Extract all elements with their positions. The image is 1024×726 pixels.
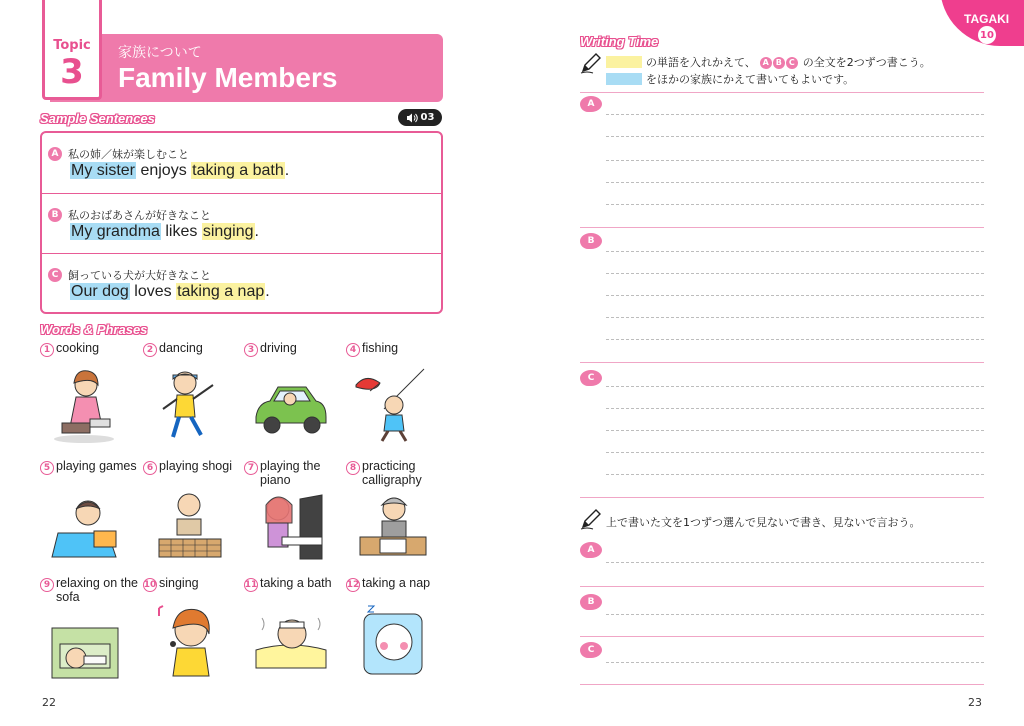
sample-sentences-heading: Sample Sentences <box>40 111 155 126</box>
topic-word: Topic <box>53 38 91 53</box>
letter-c-badge: C <box>786 57 798 69</box>
word-item <box>346 341 446 459</box>
playing-piano-illustration <box>252 493 330 563</box>
writing-line <box>606 614 984 615</box>
separator-line <box>580 684 984 685</box>
sentence-verb: likes <box>160 223 202 240</box>
sentence-subject: My sister <box>71 162 135 179</box>
writing-time-heading: Writing Time <box>580 34 659 49</box>
word-label: taking a bath <box>260 576 332 590</box>
word-item <box>143 576 243 694</box>
relaxing-on-sofa-illustration <box>48 608 126 684</box>
practicing-calligraphy-illustration <box>354 493 432 563</box>
word-item <box>244 576 344 694</box>
sentence-end: . <box>254 223 259 240</box>
word-item <box>40 576 140 694</box>
sentence-jp: 飼っている犬が大好きなこと <box>68 269 211 282</box>
sample-sentences-box <box>40 131 443 314</box>
sentence-row-c <box>42 253 441 313</box>
writing-line <box>606 114 984 115</box>
word-item <box>40 459 140 577</box>
letter-badge: A <box>48 147 62 161</box>
instruction-2: をほかの家族にかえて書いてもよいです。 <box>646 73 855 86</box>
writing-line <box>606 136 984 137</box>
word-number: 11 <box>244 580 258 590</box>
fishing-illustration <box>354 365 432 445</box>
separator-line <box>580 92 984 93</box>
writing-line <box>606 273 984 274</box>
word-item <box>244 341 344 459</box>
writing-line <box>606 662 984 663</box>
word-number: 2 <box>143 343 157 357</box>
word-label: cooking <box>56 341 100 355</box>
cooking-illustration <box>48 365 126 445</box>
word-item <box>346 459 446 577</box>
word-item <box>40 341 140 459</box>
sentence-en <box>70 283 270 301</box>
word-number: 7 <box>244 461 258 475</box>
recall-tag-c: C <box>580 642 602 658</box>
instruction-letters <box>760 55 799 69</box>
writing-line <box>606 317 984 318</box>
instruction-1b: の全文を2つずつ書こう。 <box>802 56 931 69</box>
letter-badge: C <box>48 268 62 282</box>
practice-tag-a: A <box>580 96 602 112</box>
recall-tag-b: B <box>580 594 602 610</box>
audio-track-button[interactable] <box>398 109 442 126</box>
word-label: taking a nap <box>362 576 431 590</box>
tagaki-label: TAGAKI <box>964 12 1010 26</box>
sentence-end: . <box>265 283 270 300</box>
instruction-1a: の単語を入れかえて、 <box>646 56 756 69</box>
word-item <box>244 459 344 577</box>
letter-badge: B <box>48 208 62 222</box>
instruction-line-3: 上で書いた文を1つずつ選んで見ないで書き、見ないで言おう。 <box>606 516 921 529</box>
practice-area-c[interactable] <box>580 364 984 498</box>
separator-line <box>580 227 984 228</box>
tagaki-tab <box>940 0 1024 46</box>
sentence-jp: 私のおばあさんが好きなこと <box>68 209 211 222</box>
writing-line <box>606 295 984 296</box>
writing-line <box>606 182 984 183</box>
word-label: practicing calligraphy <box>362 459 422 487</box>
word-label: driving <box>260 341 297 355</box>
word-item <box>143 459 243 577</box>
letter-b-badge: B <box>773 57 785 69</box>
practice-area-a[interactable] <box>580 92 984 228</box>
writing-line <box>606 204 984 205</box>
recall-area-a[interactable] <box>580 538 984 588</box>
word-number: 3 <box>244 343 258 357</box>
separator-line <box>580 636 984 637</box>
writing-line <box>606 430 984 431</box>
writing-line <box>606 452 984 453</box>
writing-line <box>606 474 984 475</box>
writing-line <box>606 160 984 161</box>
blue-swatch <box>606 73 642 85</box>
topic-number: 3 <box>60 52 84 92</box>
separator-line <box>580 362 984 363</box>
word-label: fishing <box>362 341 399 355</box>
sentence-object: taking a bath <box>192 162 284 179</box>
topic-badge <box>42 0 102 100</box>
pencil-icon <box>580 508 602 530</box>
word-label: playing shogi <box>159 459 232 473</box>
sentence-row-a <box>42 133 441 193</box>
instruction-line-2 <box>606 71 854 87</box>
sentence-subject: Our dog <box>71 283 129 300</box>
word-number: 1 <box>40 343 54 357</box>
sentence-object: taking a nap <box>177 283 265 300</box>
taking-a-bath-illustration <box>252 600 330 680</box>
title-jp: 家族について <box>118 45 202 61</box>
word-label: singing <box>159 576 199 590</box>
word-number: 12 <box>346 580 360 590</box>
instruction-line-1 <box>606 54 931 70</box>
sentence-en <box>70 162 289 180</box>
word-label: dancing <box>159 341 203 355</box>
word-number: 4 <box>346 343 360 357</box>
practice-tag-b: B <box>580 233 602 249</box>
recall-tag-a: A <box>580 542 602 558</box>
taking-a-nap-illustration <box>354 600 432 680</box>
yellow-swatch <box>606 56 642 68</box>
writing-line <box>606 339 984 340</box>
sentence-row-b <box>42 193 441 253</box>
writing-line <box>606 562 984 563</box>
word-number: 5 <box>40 461 54 475</box>
singing-illustration <box>151 600 229 680</box>
words-phrases-heading: Words & Phrases <box>40 322 148 337</box>
writing-line <box>606 386 984 387</box>
word-item <box>346 576 446 694</box>
letter-a-badge: A <box>760 57 772 69</box>
pencil-icon <box>580 52 602 74</box>
word-number: 8 <box>346 461 360 475</box>
word-number: 9 <box>40 578 54 592</box>
sentence-object: singing <box>202 223 254 240</box>
page-number-right: 23 <box>968 696 982 709</box>
sentence-verb: loves <box>129 283 177 300</box>
playing-shogi-illustration <box>151 487 229 563</box>
page-title: Family Members <box>118 62 338 93</box>
word-number: 10 <box>143 580 157 590</box>
sentence-end: . <box>284 162 290 179</box>
separator-line <box>580 497 984 498</box>
playing-games-illustration <box>48 493 126 563</box>
word-label: playing the piano <box>260 459 321 487</box>
word-label: relaxing on the sofa <box>56 576 139 604</box>
speaker-icon <box>406 113 418 123</box>
recall-area-b[interactable] <box>580 590 984 638</box>
separator-line <box>580 586 984 587</box>
recall-area-c[interactable] <box>580 638 984 686</box>
tagaki-number: 10 <box>978 26 996 44</box>
sentence-subject: My grandma <box>71 223 160 240</box>
practice-area-b[interactable] <box>580 229 984 363</box>
writing-line <box>606 408 984 409</box>
writing-line <box>606 251 984 252</box>
page-number-left: 22 <box>42 696 56 709</box>
word-item <box>143 341 243 459</box>
dancing-illustration <box>151 365 229 445</box>
word-label: playing games <box>56 459 137 473</box>
audio-track-number: 03 <box>420 112 435 123</box>
sentence-verb: enjoys <box>136 162 192 179</box>
sentence-en <box>70 223 259 241</box>
title-bar <box>50 34 443 102</box>
word-number: 6 <box>143 461 157 475</box>
practice-tag-c: C <box>580 370 602 386</box>
driving-illustration <box>252 365 330 445</box>
sentence-jp: 私の姉／妹が楽しむこと <box>68 148 189 161</box>
